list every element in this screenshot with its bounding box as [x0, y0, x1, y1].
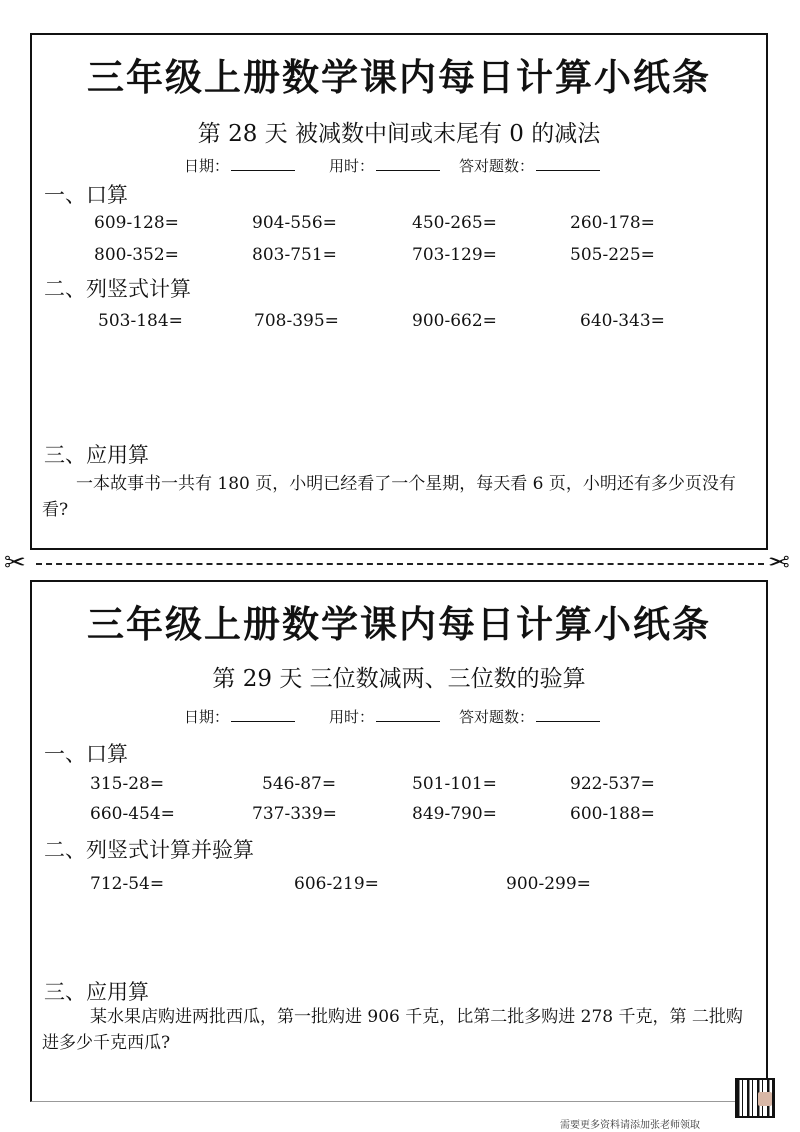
correct-count-field — [459, 155, 600, 176]
section-vertical-calc: 二、列竖式计算并验算 — [44, 838, 254, 862]
correct-count-blank — [536, 707, 600, 722]
scissors-icon: ✂ — [768, 548, 790, 578]
time-field — [329, 155, 440, 176]
mental-expr: 505-225= — [570, 245, 655, 265]
mental-expr: 703-129= — [412, 245, 497, 265]
correct-count-label: 答对题数： — [459, 708, 535, 726]
date-field — [184, 155, 295, 176]
worksheet-title: 三年级上册数学课内每日计算小纸条 — [87, 56, 711, 99]
section-mental-math: 一、口算 — [44, 742, 128, 766]
worksheet-day-28 — [30, 33, 768, 550]
mental-expr: 849-790= — [412, 804, 497, 824]
section-vertical-calc: 二、列竖式计算 — [44, 277, 191, 301]
footer-note: 需要更多资料请添加张老师领取 — [560, 1120, 700, 1131]
vertical-expr: 900-662= — [412, 311, 497, 331]
worksheet-subtitle: 第 29 天 三位数减两、三位数的验算 — [212, 666, 586, 692]
mental-expr: 800-352= — [94, 245, 179, 265]
correct-count-field — [459, 706, 600, 727]
mental-expr: 260-178= — [570, 213, 655, 233]
section-mental-math: 一、口算 — [44, 183, 128, 207]
mental-expr: 904-556= — [252, 213, 337, 233]
vertical-expr: 640-343= — [580, 311, 665, 331]
vertical-expr: 900-299= — [506, 874, 591, 894]
time-blank — [376, 156, 440, 171]
mental-expr: 737-339= — [252, 804, 337, 824]
time-label: 用时： — [329, 157, 375, 175]
time-field — [329, 706, 440, 727]
vertical-expr: 708-395= — [254, 311, 339, 331]
mental-expr: 922-537= — [570, 774, 655, 794]
mental-expr: 660-454= — [90, 804, 175, 824]
mental-expr: 450-265= — [412, 213, 497, 233]
vertical-expr: 606-219= — [294, 874, 379, 894]
scissors-icon: ✂ — [4, 548, 26, 578]
time-label: 用时： — [329, 708, 375, 726]
date-blank — [231, 707, 295, 722]
correct-count-label: 答对题数： — [459, 157, 535, 175]
word-problem-text: 一本故事书一共有 180 页，小明已经看了一个星期，每天看 6 页，小明还有多少页没有看? — [42, 474, 736, 520]
mental-expr: 315-28= — [90, 774, 165, 794]
date-label: 日期： — [184, 708, 230, 726]
mental-expr: 609-128= — [94, 213, 179, 233]
vertical-expr: 503-184= — [98, 311, 183, 331]
cut-line — [36, 563, 764, 565]
worksheet-title: 三年级上册数学课内每日计算小纸条 — [87, 603, 711, 646]
mental-expr: 546-87= — [262, 774, 337, 794]
date-label: 日期： — [184, 157, 230, 175]
correct-count-blank — [536, 156, 600, 171]
mental-expr: 600-188= — [570, 804, 655, 824]
date-blank — [231, 156, 295, 171]
vertical-expr: 712-54= — [90, 874, 165, 894]
mental-expr: 803-751= — [252, 245, 337, 265]
worksheet-subtitle: 第 28 天 被减数中间或末尾有 0 的减法 — [197, 121, 601, 147]
section-word-problem: 三、应用算 — [44, 443, 149, 467]
avatar — [758, 1092, 772, 1106]
worksheet-day-29 — [30, 580, 768, 1102]
date-field — [184, 706, 295, 727]
time-blank — [376, 707, 440, 722]
mental-expr: 501-101= — [412, 774, 497, 794]
section-word-problem: 三、应用算 — [44, 980, 149, 1004]
word-problem-text: 某水果店购进两批西瓜，第一批购进 906 千克，比第二批多购进 278 千克，第 二批购进多少千克西瓜? — [42, 1007, 743, 1053]
